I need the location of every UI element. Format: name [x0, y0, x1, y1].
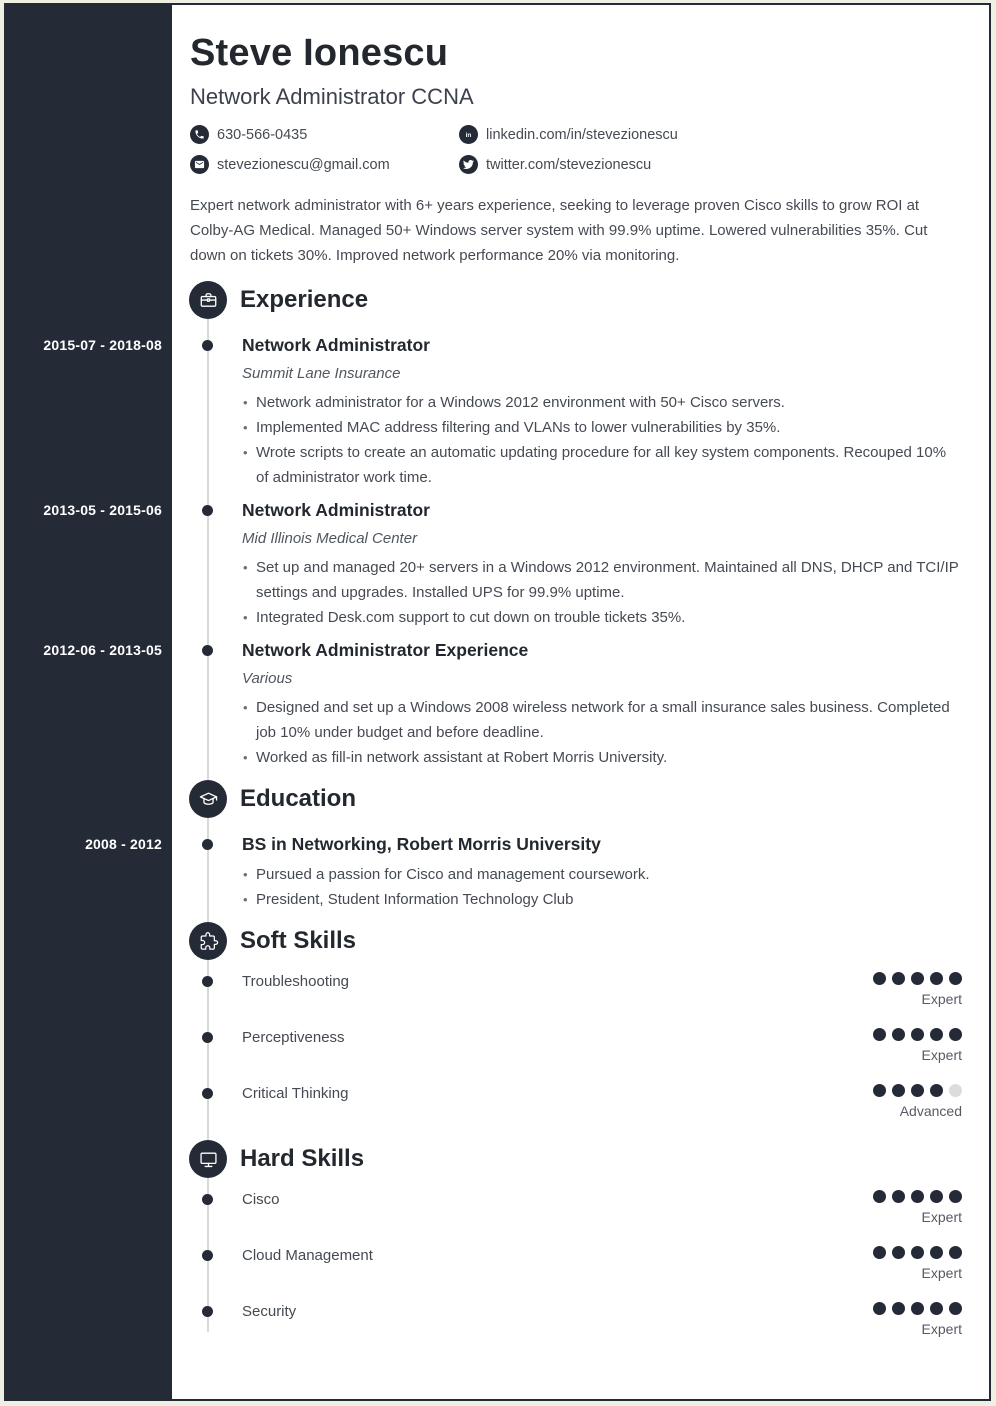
contact-linkedin: [459, 125, 962, 144]
bullet-point: • Set up and managed 20+ servers in a Windows 2012 environment. Maintained all DNS, DHCP and TCI/IP settings and upgrades. Installed UPS for 99.9% uptime.: [242, 555, 962, 605]
rating-dot-filled: [911, 1084, 924, 1097]
rating-dot-filled: [930, 972, 943, 985]
skill-rating: [873, 1190, 962, 1226]
skill-name: Cisco: [242, 1191, 280, 1208]
rating-dot-filled: [873, 1084, 886, 1097]
contact-email: [190, 155, 459, 174]
soft-skills-section-header: [189, 922, 962, 960]
skill-level-label: Expert: [921, 1321, 962, 1337]
linkedin-icon: [459, 125, 478, 144]
entry-bullets: [242, 862, 962, 912]
skill-name: Perceptiveness: [242, 1029, 345, 1046]
education-section: [172, 780, 989, 912]
bullet-point: • President, Student Information Technology Club: [242, 887, 962, 912]
resume-page: [4, 3, 991, 1401]
rating-dot-filled: [930, 1246, 943, 1259]
rating-dot-filled: [873, 972, 886, 985]
skill-row: [242, 1084, 962, 1120]
rating-dot-filled: [930, 1302, 943, 1315]
entry-date: 2013-05 - 2015-06: [43, 502, 162, 518]
rating-dot-filled: [892, 1302, 905, 1315]
skill-rating: [873, 1302, 962, 1338]
puzzle-icon: [189, 922, 227, 960]
briefcase-icon: [189, 281, 227, 319]
entry-date: 2015-07 - 2018-08: [43, 337, 162, 353]
rating-dot-filled: [911, 1028, 924, 1041]
bullet-point: • Worked as fill-in network assistant at Robert Morris University.: [242, 745, 962, 770]
soft-skills-list: [242, 972, 962, 1120]
entry-date: 2012-06 - 2013-05: [43, 642, 162, 658]
rating-dot-filled: [873, 1190, 886, 1203]
skill-rating: [873, 1084, 962, 1120]
monitor-icon: [189, 1140, 227, 1178]
contact-phone: [190, 125, 459, 144]
resume-header: [190, 32, 962, 268]
rating-dot-filled: [911, 1190, 924, 1203]
skill-name: Critical Thinking: [242, 1085, 349, 1102]
skill-rating-dots: [873, 972, 962, 985]
skill-rating-dots: [873, 1246, 962, 1259]
section-title: Experience: [240, 286, 369, 313]
rating-dot-filled: [892, 1084, 905, 1097]
entry-organization: Various: [242, 670, 293, 687]
resume-entry: [242, 834, 962, 912]
contact-twitter-text: twitter.com/stevezionescu: [486, 156, 652, 173]
skill-row: [242, 972, 962, 1008]
timeline-dot: [202, 976, 213, 987]
skill-rating: [873, 1028, 962, 1064]
entry-title: Network Administrator Experience: [242, 640, 529, 660]
timeline-dot: [202, 340, 213, 351]
bullet-point: • Integrated Desk.com support to cut down on trouble tickets 35%.: [242, 605, 962, 630]
rating-dot-filled: [892, 1190, 905, 1203]
skill-rating-dots: [873, 1190, 962, 1203]
contact-twitter: [459, 155, 962, 174]
experience-section: [172, 281, 989, 770]
rating-dot-filled: [873, 1246, 886, 1259]
rating-dot-filled: [911, 1302, 924, 1315]
education-entries: [242, 834, 962, 912]
entry-organization: Mid Illinois Medical Center: [242, 530, 418, 547]
email-icon: [190, 155, 209, 174]
bullet-point: • Wrote scripts to create an automatic updating procedure for all key system components. Recouped 10% of administrator work time.: [242, 440, 962, 490]
education-section-header: [189, 780, 962, 818]
hard-skills-list: [242, 1190, 962, 1338]
entry-bullets: [242, 695, 962, 770]
soft-skills-section: [172, 922, 989, 1120]
timeline-dot: [202, 1306, 213, 1317]
skill-level-label: Expert: [921, 1047, 962, 1063]
skill-level-label: Expert: [921, 1209, 962, 1225]
person-job-title: Network Administrator CCNA: [190, 84, 474, 109]
rating-dot-filled: [949, 1246, 962, 1259]
rating-dot-filled: [911, 1246, 924, 1259]
section-title: Hard Skills: [240, 1145, 365, 1172]
skill-name: Security: [242, 1303, 297, 1320]
bullet-point: • Network administrator for a Windows 2012 environment with 50+ Cisco servers.: [242, 390, 962, 415]
rating-dot-filled: [892, 1246, 905, 1259]
rating-dot-empty: [949, 1084, 962, 1097]
bullet-point: • Pursued a passion for Cisco and management coursework.: [242, 862, 962, 887]
skill-rating-dots: [873, 1028, 962, 1041]
entry-organization: Summit Lane Insurance: [242, 365, 401, 382]
rating-dot-filled: [930, 1084, 943, 1097]
timeline-dot: [202, 1194, 213, 1205]
skill-name: Troubleshooting: [242, 973, 350, 990]
contact-phone-text: 630-566-0435: [217, 126, 308, 143]
svg-text:in: in: [465, 131, 472, 139]
rating-dot-filled: [949, 1190, 962, 1203]
section-title: Education: [240, 785, 357, 812]
skill-row: [242, 1190, 962, 1226]
rating-dot-filled: [873, 1302, 886, 1315]
rating-dot-filled: [930, 1028, 943, 1041]
entry-title: Network Administrator: [242, 500, 430, 520]
person-name: Steve Ionescu: [190, 32, 449, 74]
entry-bullets: [242, 390, 962, 490]
skill-level-label: Expert: [921, 1265, 962, 1281]
phone-icon: [190, 125, 209, 144]
skill-row: [242, 1302, 962, 1338]
contact-linkedin-text: linkedin.com/in/stevezionescu: [486, 126, 678, 143]
resume-entry: [242, 500, 962, 630]
resume-entry: [242, 640, 962, 770]
entry-title: BS in Networking, Robert Morris University: [242, 834, 601, 854]
twitter-icon: [459, 155, 478, 174]
skill-row: [242, 1028, 962, 1064]
skill-level-label: Expert: [921, 991, 962, 1007]
main-content: [172, 5, 989, 1399]
timeline-dot: [202, 1250, 213, 1261]
timeline-dot: [202, 839, 213, 850]
section-title: Soft Skills: [240, 927, 357, 954]
experience-section-header: [189, 281, 962, 319]
resume-entry: [242, 335, 962, 490]
hard-skills-section: [172, 1140, 989, 1338]
skill-rating-dots: [873, 1302, 962, 1315]
rating-dot-filled: [911, 972, 924, 985]
timeline-dot: [202, 505, 213, 516]
contact-email-text: stevezionescu@gmail.com: [217, 156, 390, 173]
rating-dot-filled: [873, 1028, 886, 1041]
rating-dot-filled: [949, 1028, 962, 1041]
hard-skills-section-header: [189, 1140, 962, 1178]
skill-rating-dots: [873, 1084, 962, 1097]
graduation-cap-icon: [189, 780, 227, 818]
rating-dot-filled: [949, 972, 962, 985]
timeline-dot: [202, 1032, 213, 1043]
rating-dot-filled: [949, 1302, 962, 1315]
skill-level-label: Advanced: [899, 1103, 962, 1119]
timeline-dot: [202, 1088, 213, 1099]
entry-title: Network Administrator: [242, 335, 430, 355]
rating-dot-filled: [892, 1028, 905, 1041]
skill-rating: [873, 972, 962, 1008]
sidebar: [6, 5, 172, 1399]
skill-name: Cloud Management: [242, 1247, 373, 1264]
skill-rating: [873, 1246, 962, 1282]
entry-date: 2008 - 2012: [85, 836, 162, 852]
experience-entries: [242, 335, 962, 770]
rating-dot-filled: [892, 972, 905, 985]
timeline-dot: [202, 645, 213, 656]
professional-summary: Expert network administrator with 6+ years experience, seeking to leverage proven Cisco skills to grow ROI at Colby-AG Medical. Managed 50+ Windows server system with 99.9% uptime. Lowered vulnerabilities 35%. Cut down on tickets 30%. Improved network performance 20% via monitoring.: [190, 197, 928, 264]
contact-info: [190, 125, 962, 174]
entry-bullets: [242, 555, 962, 630]
rating-dot-filled: [930, 1190, 943, 1203]
bullet-point: • Implemented MAC address filtering and VLANs to lower vulnerabilities by 35%.: [242, 415, 962, 440]
skill-row: [242, 1246, 962, 1282]
bullet-point: • Designed and set up a Windows 2008 wireless network for a small insurance sales business. Completed job 10% under budget and before deadline.: [242, 695, 962, 745]
